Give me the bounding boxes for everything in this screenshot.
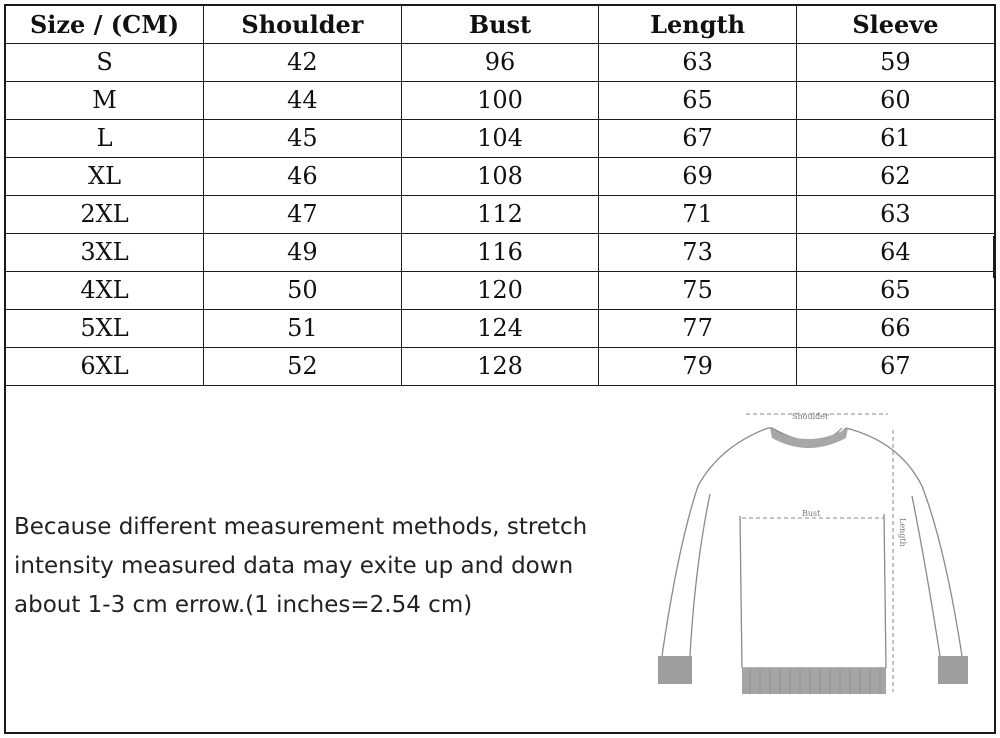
cell-bust: 116 <box>401 234 599 272</box>
cell-length: 73 <box>599 234 797 272</box>
cell-length: 69 <box>599 158 797 196</box>
cell-shoulder: 47 <box>204 196 402 234</box>
cell-sleeve: 62 <box>796 158 994 196</box>
size-chart <box>4 4 996 734</box>
header-bust: Bust <box>401 6 599 44</box>
cell-sleeve: 59 <box>796 44 994 82</box>
table-row <box>6 82 994 120</box>
cell-size: 4XL <box>6 272 204 310</box>
cell-bust: 108 <box>401 158 599 196</box>
cell-length: 65 <box>599 82 797 120</box>
cell-bust: 104 <box>401 120 599 158</box>
table-header-row <box>6 6 994 44</box>
cell-sleeve: 61 <box>796 120 994 158</box>
cell-shoulder: 46 <box>204 158 402 196</box>
cell-shoulder: 52 <box>204 348 402 386</box>
note-area <box>6 390 994 732</box>
header-size: Size / (CM) <box>6 6 204 44</box>
cell-shoulder: 49 <box>204 234 402 272</box>
cell-length: 77 <box>599 310 797 348</box>
cell-sleeve: 66 <box>796 310 994 348</box>
size-table <box>6 6 994 386</box>
table-row <box>6 272 994 310</box>
note-line: Because different measurement methods, stretch <box>14 514 588 540</box>
cell-size: 3XL <box>6 234 204 272</box>
header-shoulder: Shoulder <box>204 6 402 44</box>
cell-bust: 100 <box>401 82 599 120</box>
table-row <box>6 120 994 158</box>
right-cuff <box>938 656 968 684</box>
table-row <box>6 310 994 348</box>
cell-sleeve: 67 <box>796 348 994 386</box>
cell-bust: 128 <box>401 348 599 386</box>
cell-length: 67 <box>599 120 797 158</box>
cell-sleeve: 65 <box>796 272 994 310</box>
cell-bust: 96 <box>401 44 599 82</box>
note-line: about 1-3 cm errow.(1 inches=2.54 cm) <box>14 592 473 618</box>
bust-label: Bust <box>802 509 821 518</box>
note-line: intensity measured data may exite up and down <box>14 553 574 579</box>
cell-size: XL <box>6 158 204 196</box>
cell-sleeve: 60 <box>796 82 994 120</box>
cell-sleeve: 64 <box>796 234 994 272</box>
cell-bust: 124 <box>401 310 599 348</box>
cell-length: 71 <box>599 196 797 234</box>
length-label: Length <box>898 518 907 547</box>
shoulder-label: Shoulder <box>792 412 829 421</box>
cell-size: M <box>6 82 204 120</box>
cell-size: 6XL <box>6 348 204 386</box>
cell-bust: 120 <box>401 272 599 310</box>
cell-shoulder: 50 <box>204 272 402 310</box>
table-row <box>6 44 994 82</box>
header-length: Length <box>599 6 797 44</box>
cell-size: S <box>6 44 204 82</box>
measurement-note <box>14 508 654 625</box>
cell-shoulder: 42 <box>204 44 402 82</box>
cell-length: 79 <box>599 348 797 386</box>
collar-rib <box>770 428 848 448</box>
cell-size: 2XL <box>6 196 204 234</box>
table-row <box>6 234 994 272</box>
cell-sleeve: 63 <box>796 196 994 234</box>
table-row <box>6 158 994 196</box>
cell-shoulder: 51 <box>204 310 402 348</box>
left-cuff <box>658 656 692 684</box>
cell-size: 5XL <box>6 310 204 348</box>
hem-rib <box>742 668 886 694</box>
cell-bust: 112 <box>401 196 599 234</box>
edge-mark <box>993 236 996 278</box>
cell-shoulder: 45 <box>204 120 402 158</box>
sweater-diagram <box>650 406 980 716</box>
header-sleeve: Sleeve <box>796 6 994 44</box>
cell-size: L <box>6 120 204 158</box>
cell-length: 63 <box>599 44 797 82</box>
cell-length: 75 <box>599 272 797 310</box>
table-row <box>6 196 994 234</box>
cell-shoulder: 44 <box>204 82 402 120</box>
table-row <box>6 348 994 386</box>
